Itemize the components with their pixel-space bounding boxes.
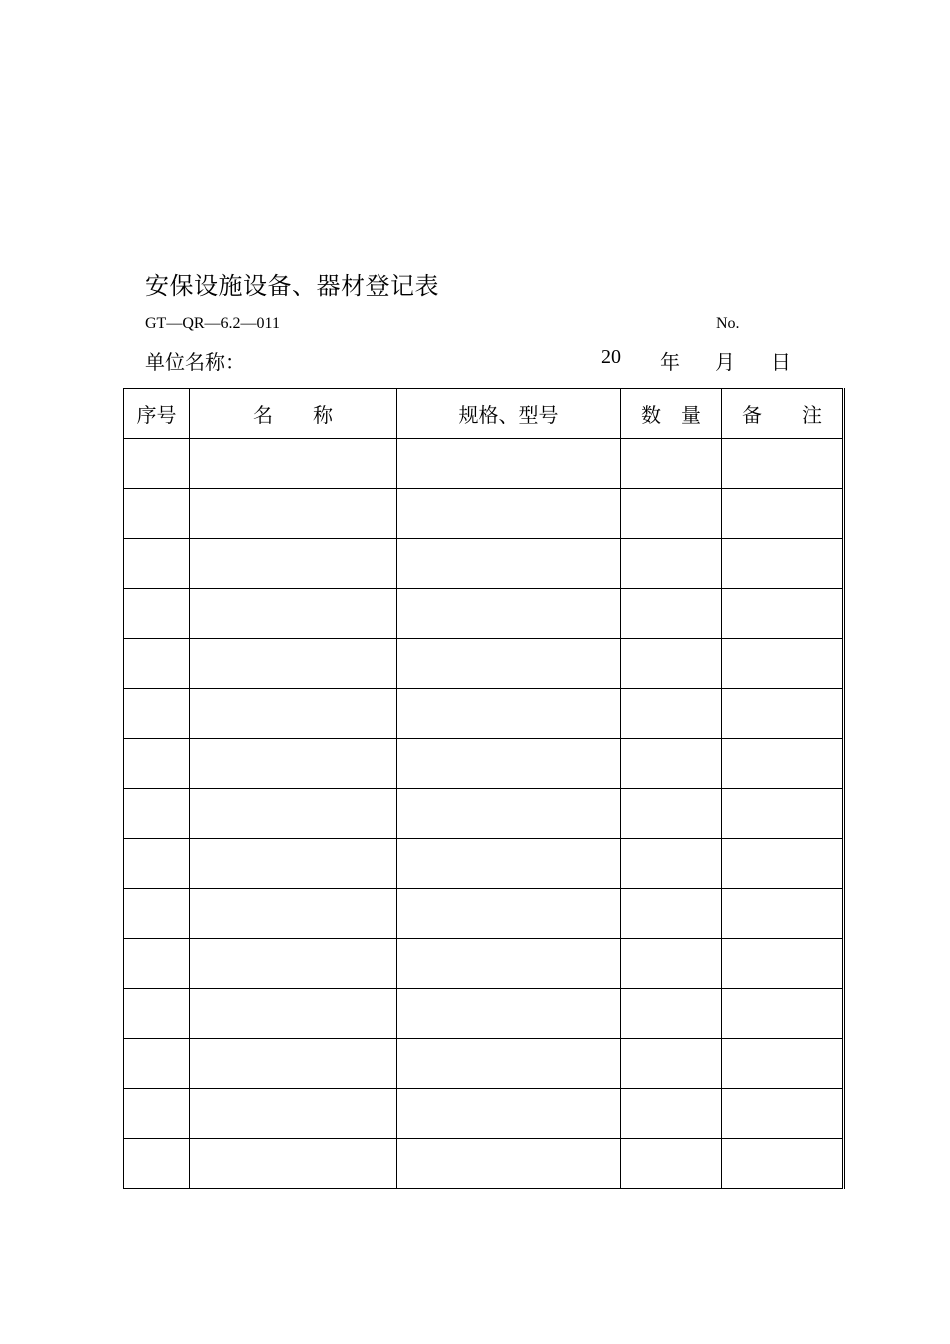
cell-serial-number[interactable] xyxy=(124,1039,190,1089)
date-month-label: 月 xyxy=(715,350,735,374)
table-row xyxy=(124,889,844,939)
cell-remarks[interactable] xyxy=(722,739,844,789)
cell-serial-number[interactable] xyxy=(124,889,190,939)
cell-quantity[interactable] xyxy=(621,739,722,789)
cell-remarks[interactable] xyxy=(722,889,844,939)
form-number-label: No. xyxy=(716,315,740,332)
table-row xyxy=(124,1039,844,1089)
cell-specification-model[interactable] xyxy=(397,1039,621,1089)
cell-name[interactable] xyxy=(190,639,397,689)
cell-quantity[interactable] xyxy=(621,439,722,489)
cell-serial-number[interactable] xyxy=(124,589,190,639)
date-year-label: 年 xyxy=(660,350,680,374)
cell-quantity[interactable] xyxy=(621,989,722,1039)
table-row xyxy=(124,1139,844,1189)
cell-serial-number[interactable] xyxy=(124,1139,190,1189)
header-remarks: 备 注 xyxy=(722,389,844,439)
table-row xyxy=(124,989,844,1039)
cell-remarks[interactable] xyxy=(722,939,844,989)
cell-specification-model[interactable] xyxy=(397,1139,621,1189)
cell-name[interactable] xyxy=(190,839,397,889)
cell-serial-number[interactable] xyxy=(124,1089,190,1139)
cell-serial-number[interactable] xyxy=(124,839,190,889)
cell-name[interactable] xyxy=(190,589,397,639)
table-row xyxy=(124,789,844,839)
cell-remarks[interactable] xyxy=(722,589,844,639)
cell-remarks[interactable] xyxy=(722,839,844,889)
cell-specification-model[interactable] xyxy=(397,489,621,539)
cell-quantity[interactable] xyxy=(621,789,722,839)
cell-specification-model[interactable] xyxy=(397,689,621,739)
cell-specification-model[interactable] xyxy=(397,989,621,1039)
table-row xyxy=(124,839,844,889)
cell-specification-model[interactable] xyxy=(397,889,621,939)
table-row xyxy=(124,639,844,689)
cell-name[interactable] xyxy=(190,439,397,489)
cell-quantity[interactable] xyxy=(621,639,722,689)
cell-remarks[interactable] xyxy=(722,489,844,539)
cell-name[interactable] xyxy=(190,1039,397,1089)
table-row xyxy=(124,1089,844,1139)
cell-specification-model[interactable] xyxy=(397,439,621,489)
cell-serial-number[interactable] xyxy=(124,639,190,689)
cell-quantity[interactable] xyxy=(621,889,722,939)
cell-specification-model[interactable] xyxy=(397,589,621,639)
table-body xyxy=(124,439,844,1189)
cell-remarks[interactable] xyxy=(722,1089,844,1139)
header-quantity: 数 量 xyxy=(621,389,722,439)
cell-serial-number[interactable] xyxy=(124,489,190,539)
cell-name[interactable] xyxy=(190,739,397,789)
cell-specification-model[interactable] xyxy=(397,739,621,789)
form-title: 安保设施设备、器材登记表 xyxy=(145,272,439,300)
cell-remarks[interactable] xyxy=(722,1039,844,1089)
cell-specification-model[interactable] xyxy=(397,639,621,689)
cell-name[interactable] xyxy=(190,539,397,589)
cell-remarks[interactable] xyxy=(722,1139,844,1189)
cell-remarks[interactable] xyxy=(722,789,844,839)
cell-quantity[interactable] xyxy=(621,1139,722,1189)
cell-name[interactable] xyxy=(190,689,397,739)
table-row xyxy=(124,589,844,639)
table-row xyxy=(124,489,844,539)
cell-serial-number[interactable] xyxy=(124,539,190,589)
cell-quantity[interactable] xyxy=(621,689,722,739)
cell-remarks[interactable] xyxy=(722,539,844,589)
cell-quantity[interactable] xyxy=(621,839,722,889)
cell-name[interactable] xyxy=(190,1089,397,1139)
table-row xyxy=(124,939,844,989)
unit-name-label: 单位名称： xyxy=(145,350,245,374)
cell-specification-model[interactable] xyxy=(397,789,621,839)
cell-name[interactable] xyxy=(190,989,397,1039)
form-code: GT—QR—6.2—011 xyxy=(145,315,280,332)
cell-quantity[interactable] xyxy=(621,539,722,589)
date-year-prefix: 20 xyxy=(601,346,621,368)
cell-name[interactable] xyxy=(190,789,397,839)
cell-name[interactable] xyxy=(190,1139,397,1189)
cell-quantity[interactable] xyxy=(621,489,722,539)
header-serial-number: 序号 xyxy=(124,389,190,439)
table-row xyxy=(124,689,844,739)
equipment-register-table xyxy=(123,388,845,1189)
cell-specification-model[interactable] xyxy=(397,539,621,589)
cell-serial-number[interactable] xyxy=(124,989,190,1039)
cell-name[interactable] xyxy=(190,889,397,939)
date-day-label: 日 xyxy=(771,350,791,374)
cell-serial-number[interactable] xyxy=(124,739,190,789)
cell-name[interactable] xyxy=(190,939,397,989)
cell-specification-model[interactable] xyxy=(397,1089,621,1139)
cell-quantity[interactable] xyxy=(621,1089,722,1139)
cell-specification-model[interactable] xyxy=(397,839,621,889)
cell-remarks[interactable] xyxy=(722,639,844,689)
cell-serial-number[interactable] xyxy=(124,939,190,989)
cell-remarks[interactable] xyxy=(722,989,844,1039)
table-row xyxy=(124,439,844,489)
cell-quantity[interactable] xyxy=(621,1039,722,1089)
cell-serial-number[interactable] xyxy=(124,689,190,739)
table-row xyxy=(124,539,844,589)
header-specification-model: 规格、型号 xyxy=(397,389,621,439)
cell-quantity[interactable] xyxy=(621,589,722,639)
cell-remarks[interactable] xyxy=(722,439,844,489)
cell-remarks[interactable] xyxy=(722,689,844,739)
cell-name[interactable] xyxy=(190,489,397,539)
cell-serial-number[interactable] xyxy=(124,439,190,489)
cell-quantity[interactable] xyxy=(621,939,722,989)
cell-specification-model[interactable] xyxy=(397,939,621,989)
header-name: 名 称 xyxy=(190,389,397,439)
table-row xyxy=(124,739,844,789)
table-header-row xyxy=(124,389,844,439)
cell-serial-number[interactable] xyxy=(124,789,190,839)
